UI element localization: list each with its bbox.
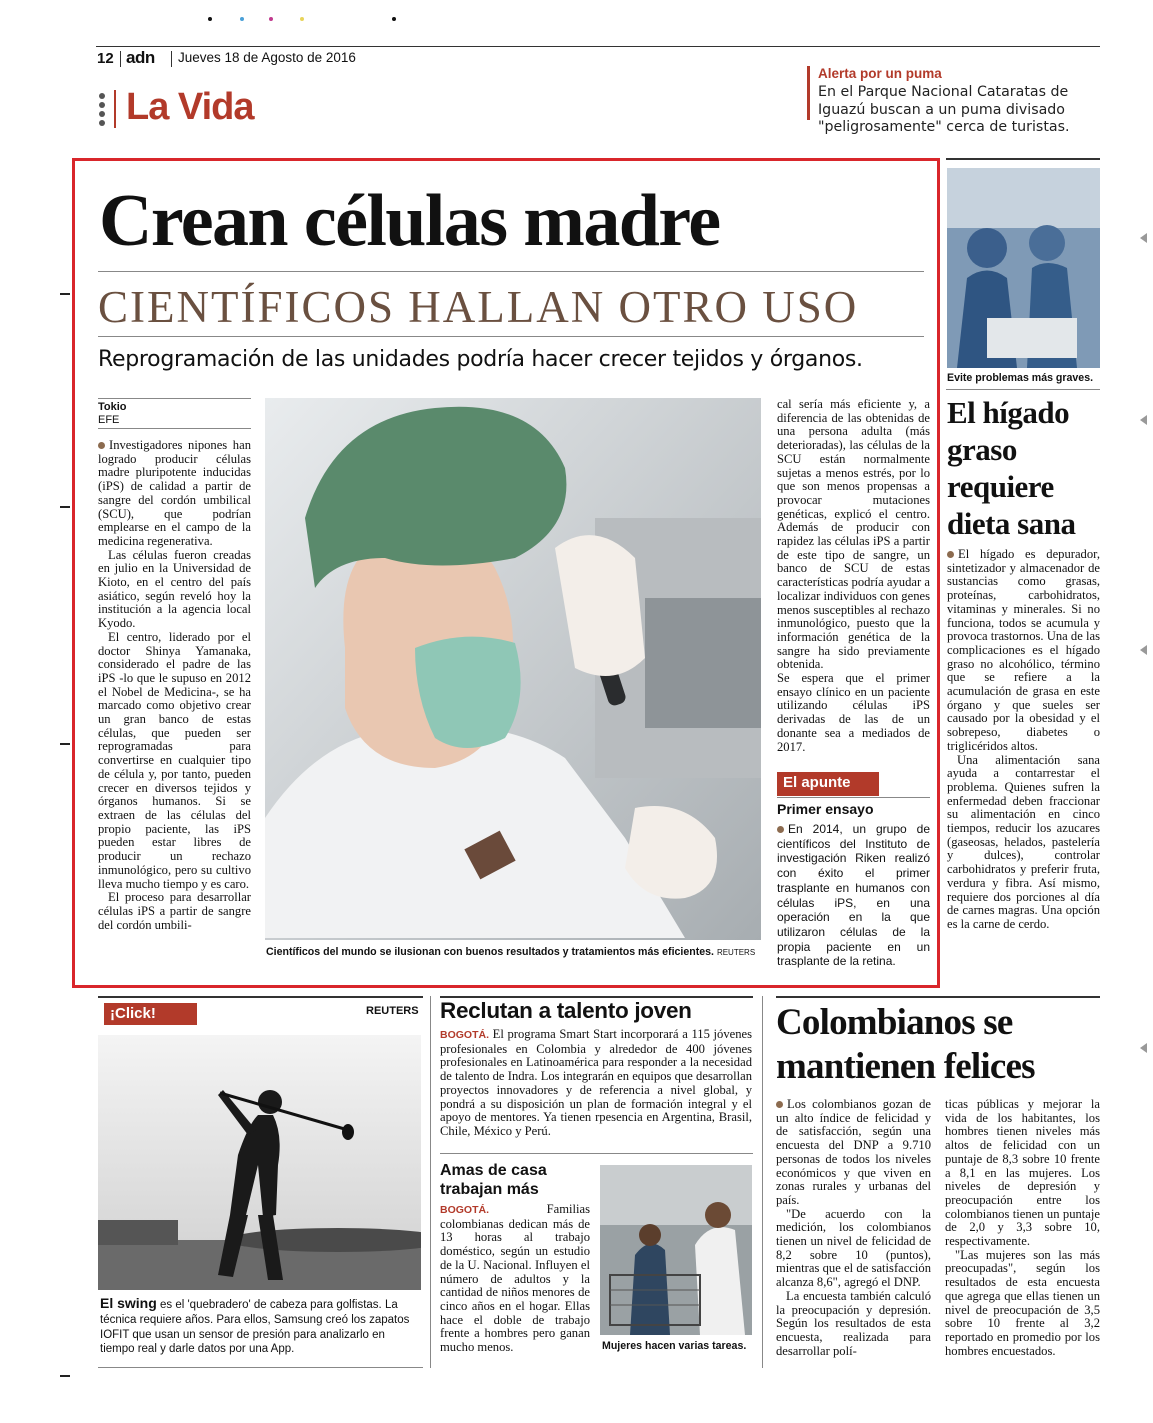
paragraph: El proceso para desarrollar células iPS a partir de sangre del cordón umbili- <box>98 890 251 932</box>
column-rule <box>946 389 1100 390</box>
housewives-body <box>440 1203 590 1355</box>
paragraph: En 2014, un grupo de científicos del Instituto de investigación Riken realizó con éxito el primer trasplante en humanos con células iPS, en una operación en la que utilizaron células de la propia paciente en un trasplante de la retina. <box>777 822 930 969</box>
section-dots <box>99 93 105 127</box>
trim-mark <box>1140 1043 1147 1053</box>
paragraph: "Las mujeres son las más preocupadas", según los resultados de esta encuesta que agrega que ellas tienen un nivel de preocupación de 3,5 sobre 10 frente al 3,2 reportado en promedio por los hombres encuestados. <box>945 1247 1100 1358</box>
apunte-text <box>777 822 930 969</box>
city-dateline: BOGOTÁ. <box>440 1029 489 1041</box>
registration-dot <box>300 17 304 21</box>
paragraph: El hígado es depurador, sintetizador y almacenador de sustancias como grasas, proteínas, carbohidratos, vitaminas y minerales. Si no funciona, todos se acumula y provoca trastornos. Una de las complicaciones es el hígado graso no alcohólico, término que se refiere a la acumulación de grasa en este órgano y que sueles ser causado por la obesidad y el sobrepeso, diabetes o triglicéridos altos. <box>947 547 1100 753</box>
apunte-title: Primer ensayo <box>777 801 874 817</box>
happy-headline: Colombianos se mantienen felices <box>776 1002 1035 1087</box>
main-deck: Reprogramación de las unidades podría hacer crecer tejidos y órganos. <box>98 347 863 372</box>
brand-logo: adn <box>126 48 155 67</box>
caption-text: Científicos del mundo se ilusionan con buenos resultados y tratamientos más eficientes. <box>266 946 714 958</box>
city-dateline: BOGOTÁ. <box>440 1204 489 1216</box>
bullet-icon <box>947 551 954 558</box>
section-rule <box>440 1153 753 1154</box>
section-rule <box>776 996 1100 998</box>
folio-divider <box>120 51 121 67</box>
paragraph: Los colombianos gozan de un alto índice de felicidad y de satisfacción, según una encuesta del DNP a 9.710 personas de todos los niveles económicos y que viven en zonas rurales y urbanas del país. <box>776 1097 931 1207</box>
talent-headline: Reclutan a talento joven <box>440 998 692 1023</box>
registration-dot <box>269 17 273 21</box>
bullet-icon <box>98 442 105 449</box>
trim-mark <box>60 293 70 295</box>
kicker-rule <box>98 336 924 337</box>
caption-lead: El swing <box>100 1295 157 1311</box>
golfer-illustration <box>98 1035 421 1290</box>
liver-headline: El hígado graso requiere dieta sana <box>947 395 1076 541</box>
trim-mark <box>1140 415 1147 425</box>
issue-date: Jueves 18 de Agosto de 2016 <box>178 50 356 65</box>
column-divider <box>762 996 763 1368</box>
paragraph: ticas públicas y mejorar la vida de los habitantes, los hombres tienen niveles más altos de felicidad con un puntaje de 8,3 sobre 10 frente a 8,1 en las mujeres. Los niveles de depresión y preocupación entre los colombianos tienen un puntaje de 2,0 y 3,3 sobre 10, respectivamente. <box>945 1097 1100 1249</box>
alert-rule <box>807 66 810 120</box>
housewives-headline: Amas de casa trabajan más <box>440 1162 547 1198</box>
dateline-rule <box>98 398 251 399</box>
happy-column-1 <box>776 1098 931 1358</box>
housewives-photo-caption: Mujeres hacen varias tareas. <box>602 1340 747 1352</box>
section-rule <box>98 1367 423 1368</box>
paragraph: Investigadores nipones han logrado producir células madre pluripotente inducidas (iPS) de calidad a partir de sangre del cordón umbilical (SCU), que podrían emplearse en el campo de la medicina regenerativa. <box>98 438 251 548</box>
paragraph: Familias colombianas dedican más de 13 horas al trabajo doméstico, según un estudio de la U. Nacional. Influyen el número de adultos y la cantidad de niños menores de cinco años en el hogar. Ellas hace el doble de trabajo frente a hombres pero ganan mucho menos. <box>440 1202 590 1355</box>
click-caption <box>100 1296 422 1357</box>
liver-body <box>947 548 1100 932</box>
trim-mark <box>60 743 70 745</box>
folio-divider <box>171 51 172 67</box>
main-headline: Crean células madre <box>99 180 720 262</box>
click-credit: REUTERS <box>366 1005 419 1017</box>
paragraph: El programa Smart Start incorporará a 115 jóvenes profesionales en Colombia y alrededor de 400 jóvenes profesionales en Latinoamérica para responder a la necesidad de talento de Indra. Los integrarán en equipos que desarrollan proyectos innovadores y de referencia a nivel global, y pondrá a su disposición un plan de formación integral y el apoyo de mentores. Ya tienen rpesencia en Argentina, Brasil, Chile, México y Perú. <box>440 1027 753 1138</box>
trim-mark <box>1140 233 1147 243</box>
registration-dot <box>392 17 396 21</box>
paragraph: El centro, liderado por el doctor Shinya Yamanaka, considerado el padre de las iPS -lo que le supuso en 2012 el Nobel de Medicina-, se ha marcado como objetivo crear un gran banco de estas células, que pueden ser reprogramadas para convertirse en cualquier tipo de célula y, por tanto, pueden crecer en diversos tejidos y órganos humanos. Si se extraen de las células del propio paciente, las iPS pueden estar libres de producir un rechazo inmunológico, pero su cultivo lleva mucho tiempo y es caro. <box>98 629 251 891</box>
alert-text: En el Parque Nacional Cataratas de Iguazú buscan a un puma divisado "peligrosamente" cerca de turistas. <box>818 84 1070 135</box>
click-label: ¡Click! <box>104 1003 197 1025</box>
alert-title: Alerta por un puma <box>818 66 942 81</box>
shopping-illustration <box>600 1165 752 1335</box>
liver-photo-caption: Evite problemas más graves. <box>947 372 1094 384</box>
column-rule <box>946 158 1100 160</box>
photo-credit: REUTERS <box>716 948 756 957</box>
paragraph: "De acuerdo con la medición, los colombianos tienen un nivel de felicidad de 8,2 sobre 10 (puntos), mientras que el de satisfacción alcanza 8,6", agregó el DNP. <box>776 1206 931 1290</box>
dateline-rule <box>98 428 251 429</box>
main-photo <box>265 398 761 940</box>
headline-rule <box>98 271 924 272</box>
surgery-photo <box>947 168 1100 368</box>
happy-column-2 <box>945 1098 1100 1358</box>
talent-body <box>440 1028 752 1139</box>
trim-mark <box>1140 645 1147 655</box>
golf-photo <box>98 1035 421 1290</box>
section-rule <box>98 996 423 998</box>
paragraph: La encuesta también calculó la preocupación y depresión. Según los resultados de esta encuesta, realizada para desarrollar polí- <box>776 1288 931 1358</box>
bullet-icon <box>777 826 784 833</box>
dateline-agency: EFE <box>98 414 120 426</box>
main-column-1 <box>98 439 251 932</box>
registration-dot <box>208 17 212 21</box>
apunte-label: El apunte <box>777 772 879 796</box>
paragraph: Una alimentación sana ayuda a contarrestar el problema. Quienes sufren la enfermedad deben fraccionar su alimentación en cinco tiempos, reducir los azucares (gaseosas, helados, pastelería y dulces), controlar carbohidratos y preferir fruta, verdura y fibra. Así mismo, requiere dos porciones al día de carnes magras. Una opción es la carne de cerdo. <box>947 752 1100 931</box>
column-divider <box>430 996 431 1368</box>
dateline-city: Tokio <box>98 401 127 413</box>
apunte-rule <box>777 797 930 798</box>
trim-mark <box>60 1375 70 1377</box>
bullet-icon <box>776 1101 783 1108</box>
paragraph: cal sería más eficiente y, a diferencia de las obtenidas de una persona adulta (más deterioradas), las células de la SCU están normalmente sujetas a menos estrés, por lo que son menos propensas a provocar mutaciones genéticas, explicó el centro. Además de producir con rapidez las células iPS a partir de este tipo de sangre, un banco de SCU de estas características podría ayudar a localizar individuos con genes menos susceptibles al rechazo inmunológico, puesto que la información genética de la sangre ha sido previamente obtenida. <box>777 397 930 672</box>
registration-dot <box>240 17 244 21</box>
section-title: La Vida <box>126 86 254 128</box>
main-kicker: CIENTÍFICOS HALLAN OTRO USO <box>98 282 859 332</box>
surgery-illustration <box>947 168 1100 368</box>
paragraph: Se espera que el primer ensayo clínico en un paciente utilizando células iPS derivadas de las de un donante sea a mediados de 2017. <box>777 671 930 754</box>
caption-text: es el 'quebradero' de cabeza para golfistas. La técnica requiere años. Para ellos, Samsung creó los zapatos IOFIT que usan un sensor de presión para analizarlo en tiempo real y darle datos por una App. <box>100 1299 410 1356</box>
housewives-photo <box>600 1165 752 1335</box>
page-number: 12 <box>97 50 114 67</box>
trim-mark <box>60 506 70 508</box>
paragraph: Las células fueron creadas en julio en la Universidad de Kioto, en el centro del país asiático, según reveló hoy la institución a la agencia local Kyodo. <box>98 547 251 631</box>
main-photo-caption <box>266 946 755 958</box>
scientist-illustration <box>265 398 761 940</box>
folio-rule <box>96 46 1100 47</box>
section-rule <box>114 90 116 128</box>
main-column-3 <box>777 398 930 754</box>
